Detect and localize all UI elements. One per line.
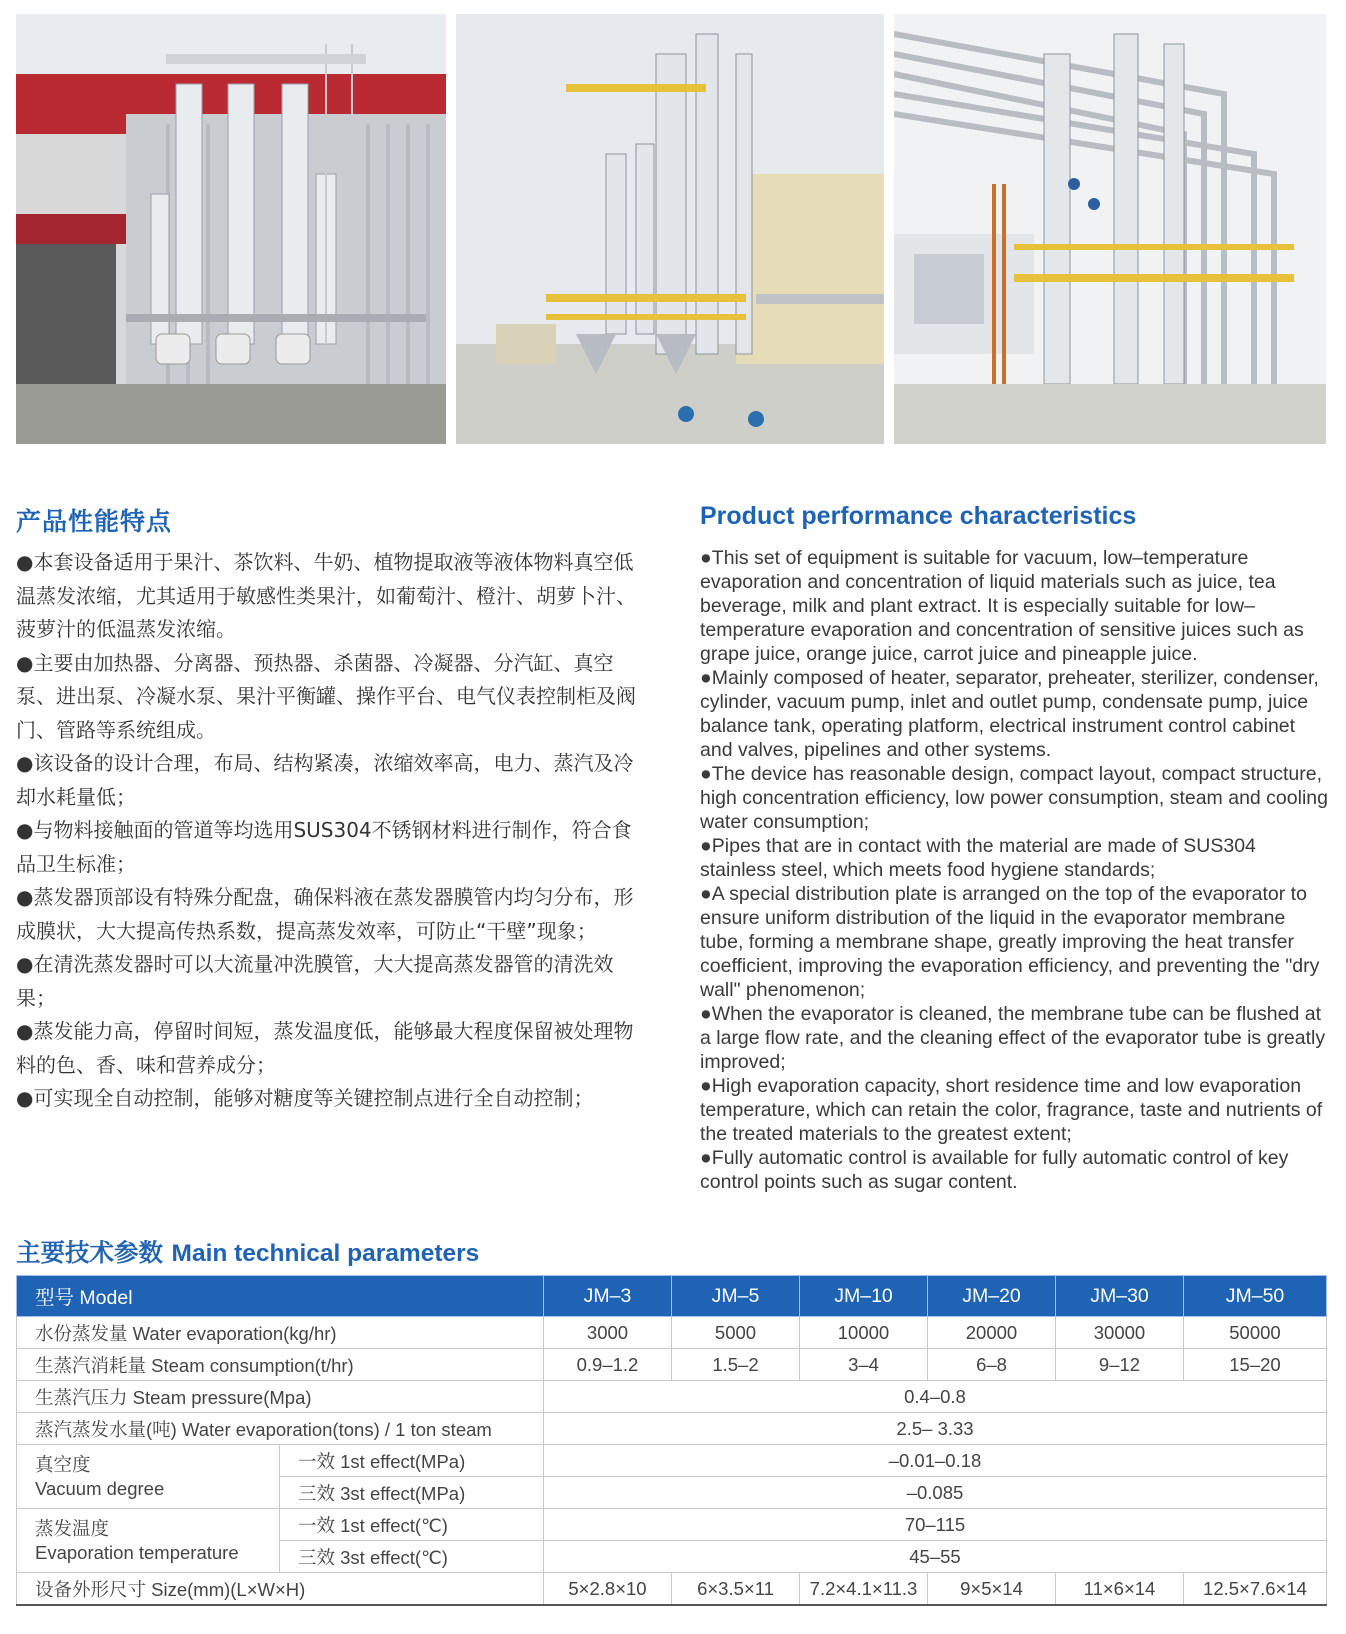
table-cell: 5000 [672,1317,800,1349]
row-sublabel: 一效 1st effect(℃) [280,1509,544,1541]
table-cell: 6–8 [928,1349,1056,1381]
table-cell: 0.9–1.2 [544,1349,672,1381]
features-en-item-7: ●High evaporation capacity, short residence time and low evaporation temperature, which can retain the color, fragrance, taste and nutrients of the treated materials to the greatest extent; [700,1075,1323,1145]
features-cn-item-1: ●本套设备适用于果汁、茶饮料、牛奶、植物提取液等液体物料真空低温蒸发浓缩，尤其适用于敏感性类果汁，如葡萄汁、橙汁、胡萝卜汁、菠萝汁的低温蒸发浓缩。 [16,550,636,641]
features-en-item-6: ●When the evaporator is cleaned, the membrane tube can be flushed at a large flow rate, and the cleaning effect of the evaporator tube is greatly improved; [700,1003,1326,1073]
model-header: 型号 Model [17,1276,544,1317]
table-cell: 45–55 [544,1541,1327,1573]
model-cell: JM–20 [928,1276,1056,1317]
table-row [17,1349,1327,1381]
features-en-item-2: ●Mainly composed of heater, separator, preheater, sterilizer, condenser, cylinder, vacuum pump, inlet and outlet pump, condensate pump, juice balance tank, operating platform, electrical instrument control cabinet and valves, pipelines and other systems. [700,667,1319,761]
table-cell: 7.2×4.1×11.3 [800,1573,928,1606]
features-cn-item-2: ●主要由加热器、分离器、预热器、杀菌器、冷凝器、分汽缸、真空泵、进出泵、冷凝水泵、果汁平衡罐、操作平台、电气仪表控制柜及阀门、管路等系统组成。 [16,650,636,742]
table-cell: 11×6×14 [1056,1573,1184,1606]
features-cn-list [16,546,646,1116]
row-sublabel: 一效 1st effect(MPa) [280,1445,544,1477]
table-cell: 3–4 [800,1349,928,1381]
model-cell: JM–30 [1056,1276,1184,1317]
table-cell: 30000 [1056,1317,1184,1349]
features-cn-item-3: ●该设备的设计合理，布局、结构紧凑，浓缩效率高，电力、蒸汽及冷却水耗量低； [16,751,634,809]
features-cn-item-8: ●可实现全自动控制，能够对糖度等关键控制点进行全自动控制； [16,1086,594,1110]
table-cell: 9×5×14 [928,1573,1056,1606]
vacuum-label-en: Vacuum degree [35,1477,165,1499]
table-cell: 70–115 [544,1509,1327,1541]
row-label: 水份蒸发量 Water evaporation(kg/hr) [17,1317,544,1349]
vacuum-label [17,1445,280,1509]
table-cell: 1.5–2 [672,1349,800,1381]
row-label: 生蒸汽压力 Steam pressure(Mpa) [17,1381,544,1413]
features-en-item-8: ●Fully automatic control is available for fully automatic control of key control points such as sugar content. [700,1147,1289,1193]
specs-title-en: Main technical parameters [171,1240,480,1267]
model-cell: JM–50 [1184,1276,1327,1317]
features-cn-item-5: ●蒸发器顶部设有特殊分配盘，确保料液在蒸发器膜管内均匀分布，形成膜状，大大提高传热系数，提高蒸发效率，可防止“干壁”现象； [16,885,634,943]
table-row [17,1276,1327,1317]
model-cell: JM–5 [672,1276,800,1317]
row-label: 生蒸汽消耗量 Steam consumption(t/hr) [17,1349,544,1381]
table-cell: 5×2.8×10 [544,1573,672,1606]
table-row [17,1509,1327,1541]
temperature-label-en: Evaporation temperature [35,1541,239,1563]
features-en-title: Product performance characteristics [700,502,1137,530]
table-cell: 3000 [544,1317,672,1349]
table-cell: 6×3.5×11 [672,1573,800,1606]
table-row [17,1413,1327,1445]
table-cell: 9–12 [1056,1349,1184,1381]
table-row [17,1317,1327,1349]
evaporator-photo-2 [456,14,884,444]
row-label: 设备外形尺寸 Size(mm)(L×W×H) [17,1573,544,1606]
features-en-item-3: ●The device has reasonable design, compact layout, compact structure, high concentration efficiency, low power consumption, steam and cooling water consumption; [700,763,1328,833]
vacuum-label-cn: 真空度 [35,1453,91,1475]
model-cell: JM–10 [800,1276,928,1317]
specs-title [16,1234,479,1269]
table-cell: –0.01–0.18 [544,1445,1327,1477]
row-sublabel: 三效 3st effect(℃) [280,1541,544,1573]
table-cell: 12.5×7.6×14 [1184,1573,1327,1606]
table-cell: –0.085 [544,1477,1327,1509]
table-cell: 20000 [928,1317,1056,1349]
features-en-item-5: ●A special distribution plate is arranged on the top of the evaporator to ensure uniform distribution of the liquid in the evaporator membrane tube, forming a membrane shape, greatly improving the heat transfer coefficient, improving the evaporation efficiency, and preventing the "dry wall" phenomenon; [700,883,1320,1001]
evaporator-photo-3 [894,14,1326,444]
evaporator-photo-1 [16,14,446,444]
table-row [17,1573,1327,1606]
table-row [17,1381,1327,1413]
features-cn-item-4: ●与物料接触面的管道等均选用SUS304不锈钢材料进行制作，符合食品卫生标准； [16,818,632,876]
row-sublabel: 三效 3st effect(MPa) [280,1477,544,1509]
table-cell: 50000 [1184,1317,1327,1349]
features-en-list [700,546,1330,1194]
model-cell: JM–3 [544,1276,672,1317]
features-cn-title: 产品性能特点 [16,507,173,536]
table-cell: 0.4–0.8 [544,1381,1327,1413]
specs-title-cn: 主要技术参数 [16,1238,163,1267]
temperature-label-cn: 蒸发温度 [35,1517,110,1539]
table-cell: 2.5– 3.33 [544,1413,1327,1445]
table-cell: 15–20 [1184,1349,1327,1381]
features-cn-item-6: ●在清洗蒸发器时可以大流量冲洗膜管，大大提高蒸发器管的清洗效果； [16,952,614,1010]
specs-table [16,1275,1327,1606]
row-label: 蒸汽蒸发水量(吨) Water evaporation(tons) / 1 ton steam [17,1413,544,1445]
temperature-label [17,1509,280,1573]
table-row [17,1445,1327,1477]
features-cn-item-7: ●蒸发能力高，停留时间短，蒸发温度低，能够最大程度保留被处理物料的色、香、味和营养成分； [16,1019,634,1077]
features-en-item-1: ●This set of equipment is suitable for vacuum, low–temperature evaporation and concentration of liquid materials such as juice, tea beverage, milk and plant extract. It is especially suitable for low–temperature evaporation and concentration of sensitive juices such as grape juice, orange juice, carrot juice and pineapple juice. [700,547,1304,665]
table-cell: 10000 [800,1317,928,1349]
features-en-item-4: ●Pipes that are in contact with the material are made of SUS304 stainless steel, which meets food hygiene standards; [700,835,1256,881]
